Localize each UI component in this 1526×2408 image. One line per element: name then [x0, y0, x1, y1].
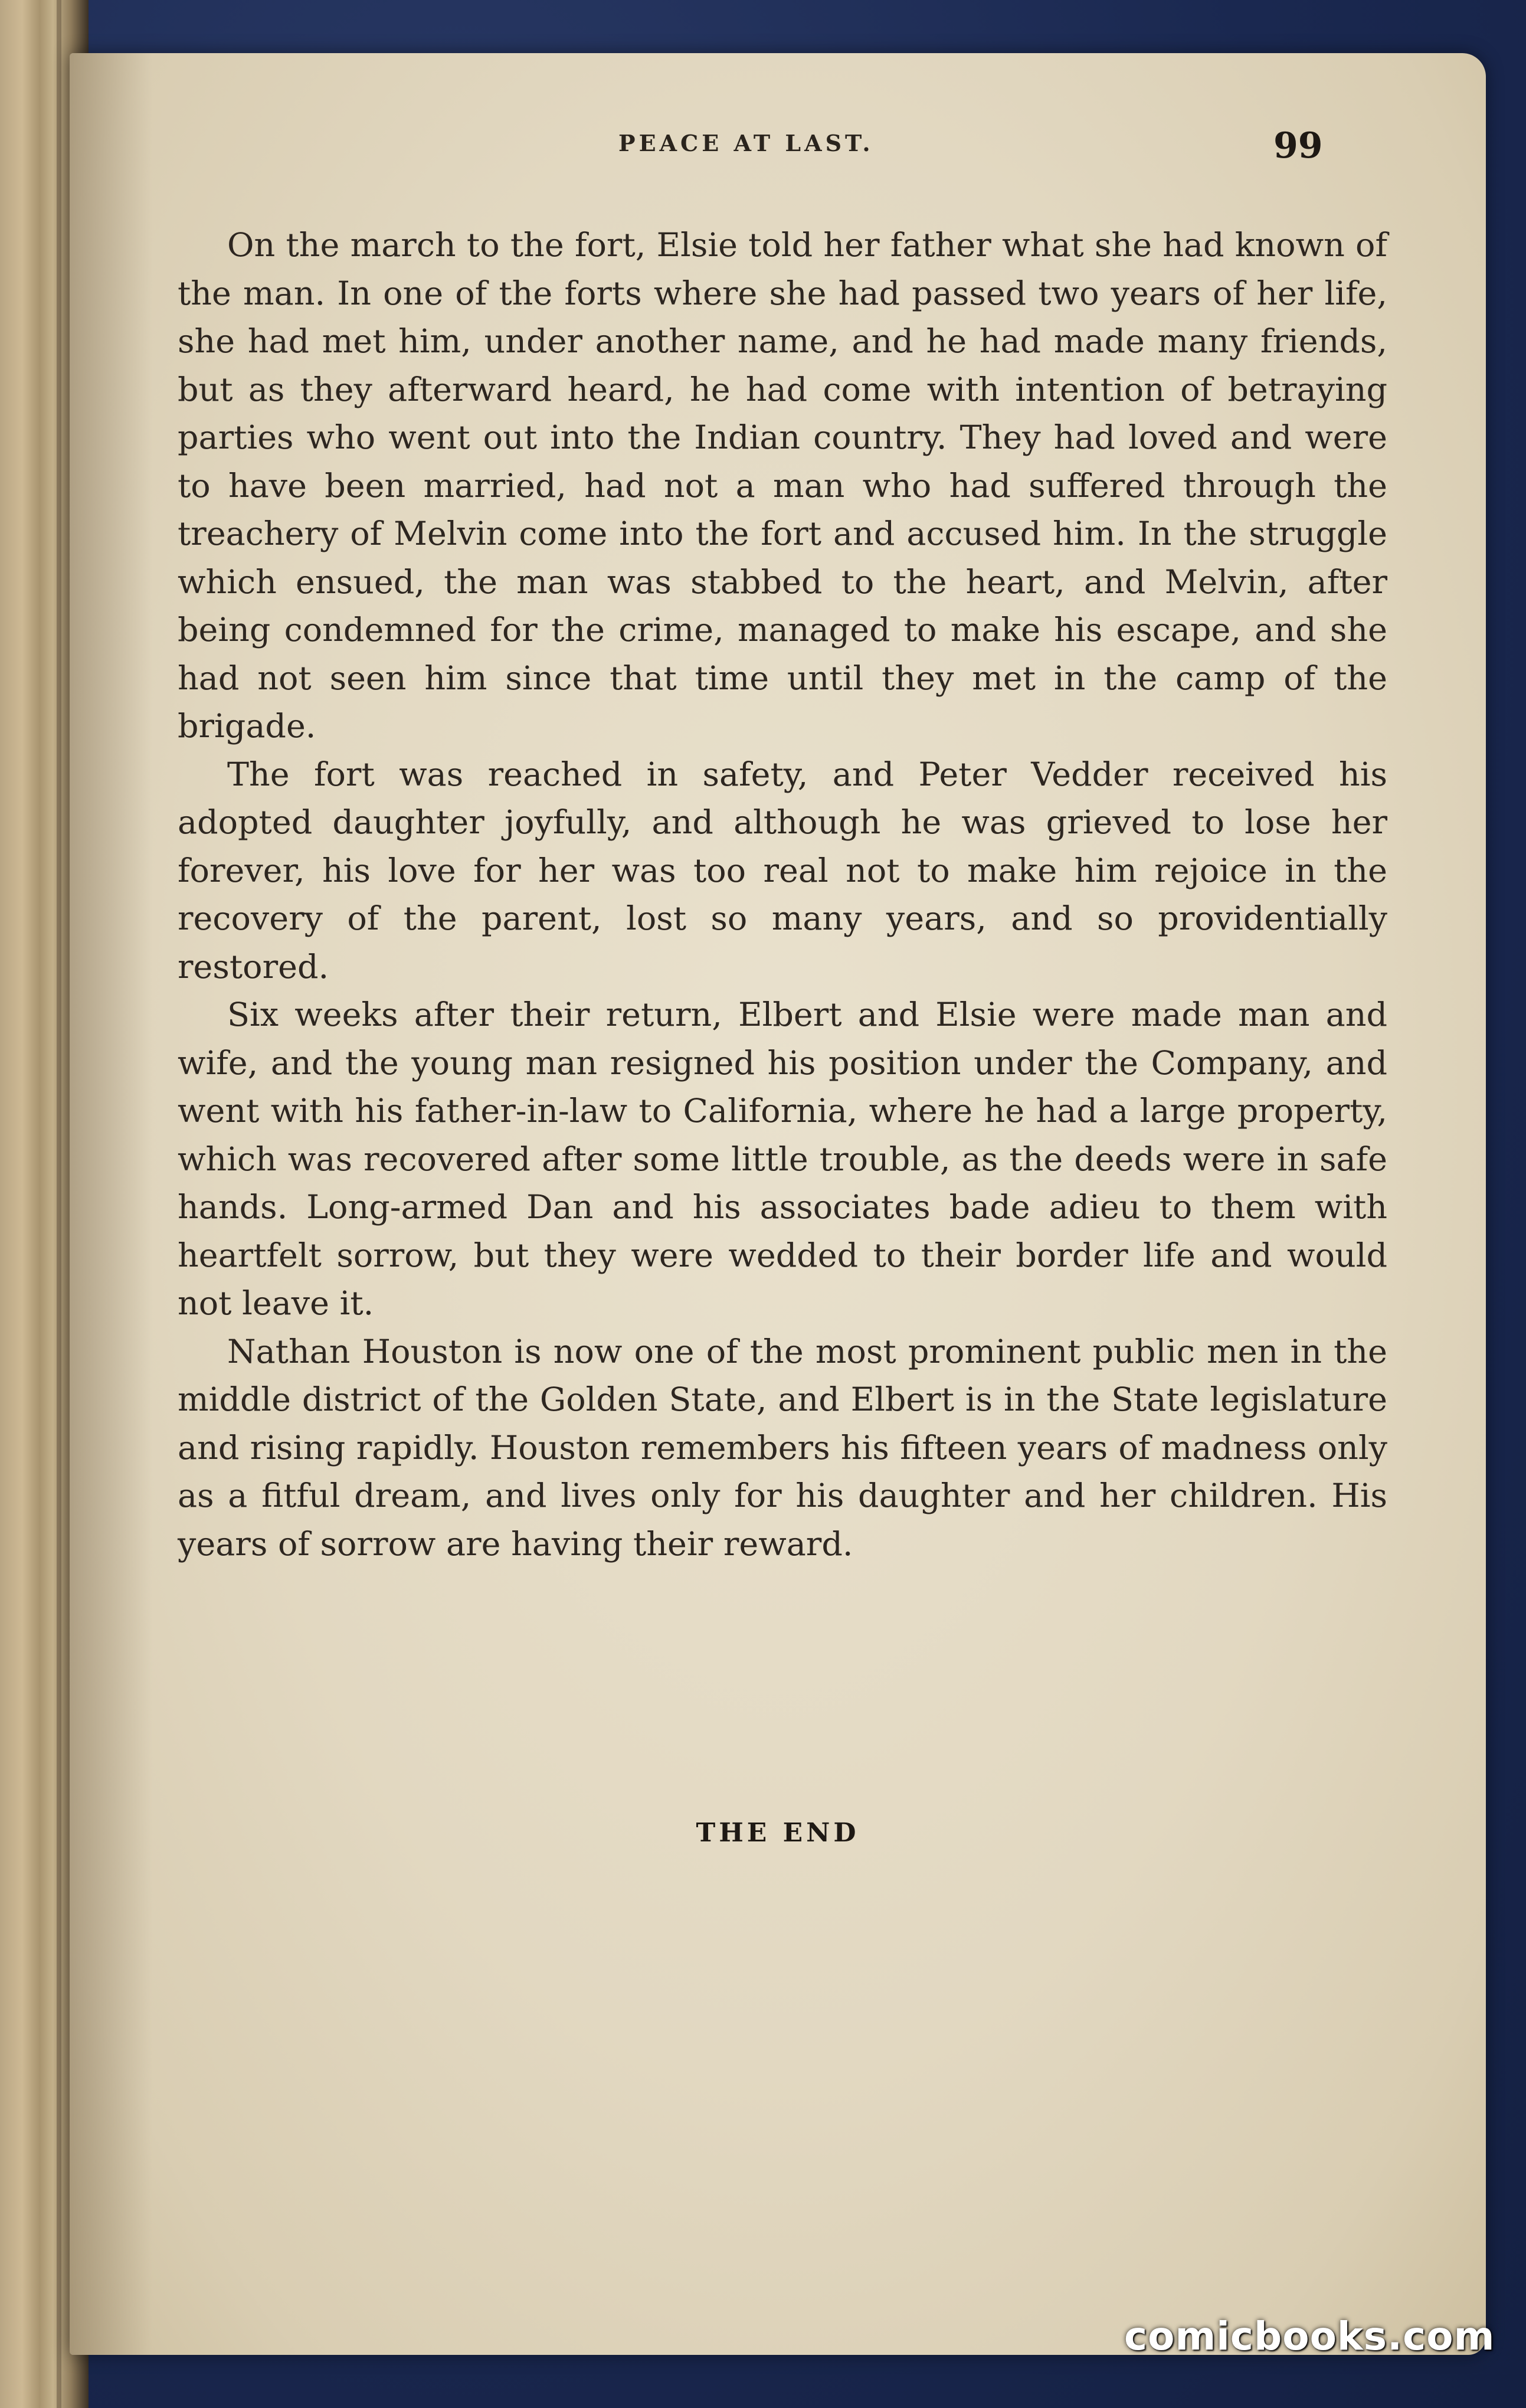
paragraph-2: The fort was reached in safety, and Peter Vedder received his adopted daughter joyfully, and although he was grieved to lose her forever, his love for her was too real not to make him rejoice in the recovery of the parent, lost so many years, and so providentially restored.: [178, 755, 1387, 986]
body-text: [178, 221, 1387, 1568]
the-end-label: THE END: [696, 1818, 860, 1848]
running-head: PEACE AT LAST.: [618, 130, 874, 156]
page-number: 99: [1273, 125, 1323, 166]
paragraph-4: Nathan Houston is now one of the most prominent public men in the middle district of the Golden State, and Elbert is in the State legislature and rising rapidly. Houston remembers his fifteen years of madness only as a fitful dream, and lives only for his daughter and her children. His years of sorrow are having their reward.: [178, 1332, 1387, 1563]
paragraph-1: On the march to the fort, Elsie told her father what she had known of the man. In one of the forts where she had passed two years of her life, she had met him, under another name, and he had made many friends, but as they afterward heard, he had come with intention of betraying parties who went out into the Indian country. They had loved and were to have been married, had not a man who had suffered through the treachery of Melvin come into the fort and accused him. In the struggle which ensued, the man was stabbed to the heart, and Melvin, after being condemned for the crime, managed to make his escape, and she had not seen him since that time until they met in the camp of the brigade.: [178, 226, 1387, 745]
site-watermark: comicbooks.com: [1124, 2314, 1495, 2359]
book-page: [70, 53, 1486, 2355]
page-gutter-shadow: [70, 53, 152, 2355]
paragraph-3: Six weeks after their return, Elbert and Elsie were made man and wife, and the young man resigned his position under the Company, and went with his father-in-law to California, where he had a large property, which was recovered after some little trouble, as the deeds were in safe hands. Long-armed Dan and his associates bade adieu to them with heartfelt sorrow, but they were wedded to their border life and would not leave it.: [178, 996, 1387, 1323]
page-header: [70, 125, 1486, 177]
spine-edge: [57, 0, 61, 2408]
